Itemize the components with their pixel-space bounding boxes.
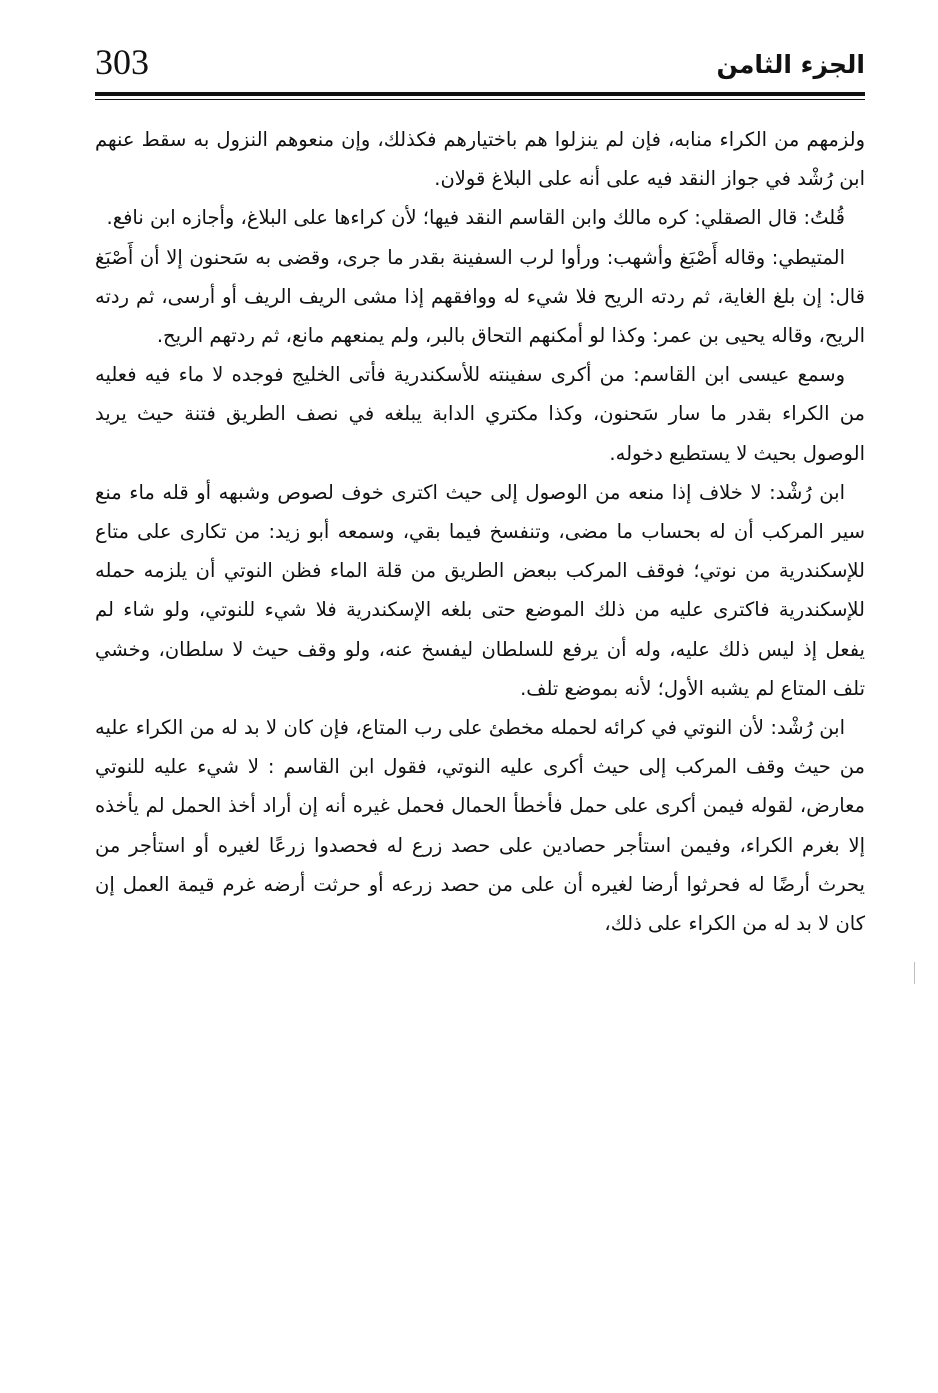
paragraph: قُلتُ: قال الصقلي: كره مالك وابن القاسم النقد فيها؛ لأن كراءها على البلاغ، وأجازه ابن نافع. — [106, 206, 845, 230]
paragraph: ولزمهم من الكراء منابه، فإن لم ينزلوا هم باختيارهم فكذلك، وإن منعوهم النزول به سقط عنهم ابن رُشْد في جواز النقد فيه على أنه على البلاغ قولان. — [95, 128, 865, 191]
paragraph: ابن رُشْد: لا خلاف إذا منعه من الوصول إلى حيث اكترى خوف لصوص وشبهه أو قله ماء منع سير المركب أن له بحساب ما مضى، وتنفسخ فيما بقي، وسمعه أبو زيد: من تكارى على متاع للإسكندرية من نوتي؛ فوقف المركب ببعض الطريق من قلة الماء فظن النوتي أن يلزمه حمله للإسكندرية فاكترى عليه من ذلك الموضع حتى بلغه الإسكندرية فلا شيء للنوتي، ولو شاء لم يفعل إذ ليس ذلك عليه، وله أن يرفع للسلطان ليفسخ عنه، ولو وقف حيث لا سلطان، وخشي تلف المتاع لم يشبه الأول؛ لأنه بموضع تلف. — [95, 480, 865, 700]
page-number: 303 — [95, 42, 149, 82]
page-header — [95, 38, 865, 92]
paragraph: ابن رُشْد: لأن النوتي في كرائه لحمله مخطئ على رب المتاع، فإن كان لا بد له من الكراء عليه من حيث وقف المركب إلى حيث أكرى عليه النوتي، فقول ابن القاسم : لا شيء عليه للنوتي معارض، لقوله فيمن أكرى على حمل فأخطأ الحمال فحمل غيره أنه إن أراد أخذ الحمل لم يأخذه إلا بغرم الكراء، وفيمن استأجر حصادين على حصد زرع له فحصدوا زرعًا لغيره أو استأجر من يحرث أرضًا له فحرثوا أرضا لغيره أن على من حصد زرعه أو حرثت أرضه غرم قيمة العمل إن كان لا بد له من الكراء على ذلك، — [95, 716, 865, 936]
margin-mark — [914, 962, 915, 984]
running-title: الجزء الثامن — [716, 50, 865, 79]
header-rule-thin — [95, 99, 865, 100]
body-text — [95, 120, 865, 943]
paragraph: وسمع عيسى ابن القاسم: من أكرى سفينته للأسكندرية فأتى الخليج فوجده لا ماء فيه فعليه من الكراء بقدر ما سار سَحنون، وكذا مكتري الدابة يبلغه في نصف الطريق فتنة حيث يريد الوصول بحيث لا يستطيع دخوله. — [95, 363, 865, 465]
header-rule-thick — [95, 92, 865, 96]
paragraph: المتيطي: وقاله أَصْبَغ وأشهب: ورأوا لرب السفينة بقدر ما جرى، وقضى به سَحنون إلا أن أَصْبَغ قال: إن بلغ الغاية، ثم ردته الريح فلا شيء له ووافقهم إذا مشى الريف الريف أو أرسى، ثم ردته الريح، وقاله يحيى بن عمر: وكذا لو أمكنهم التحاق بالبر، ولم يمنعهم مانع، ثم ردتهم الريح. — [95, 245, 865, 348]
